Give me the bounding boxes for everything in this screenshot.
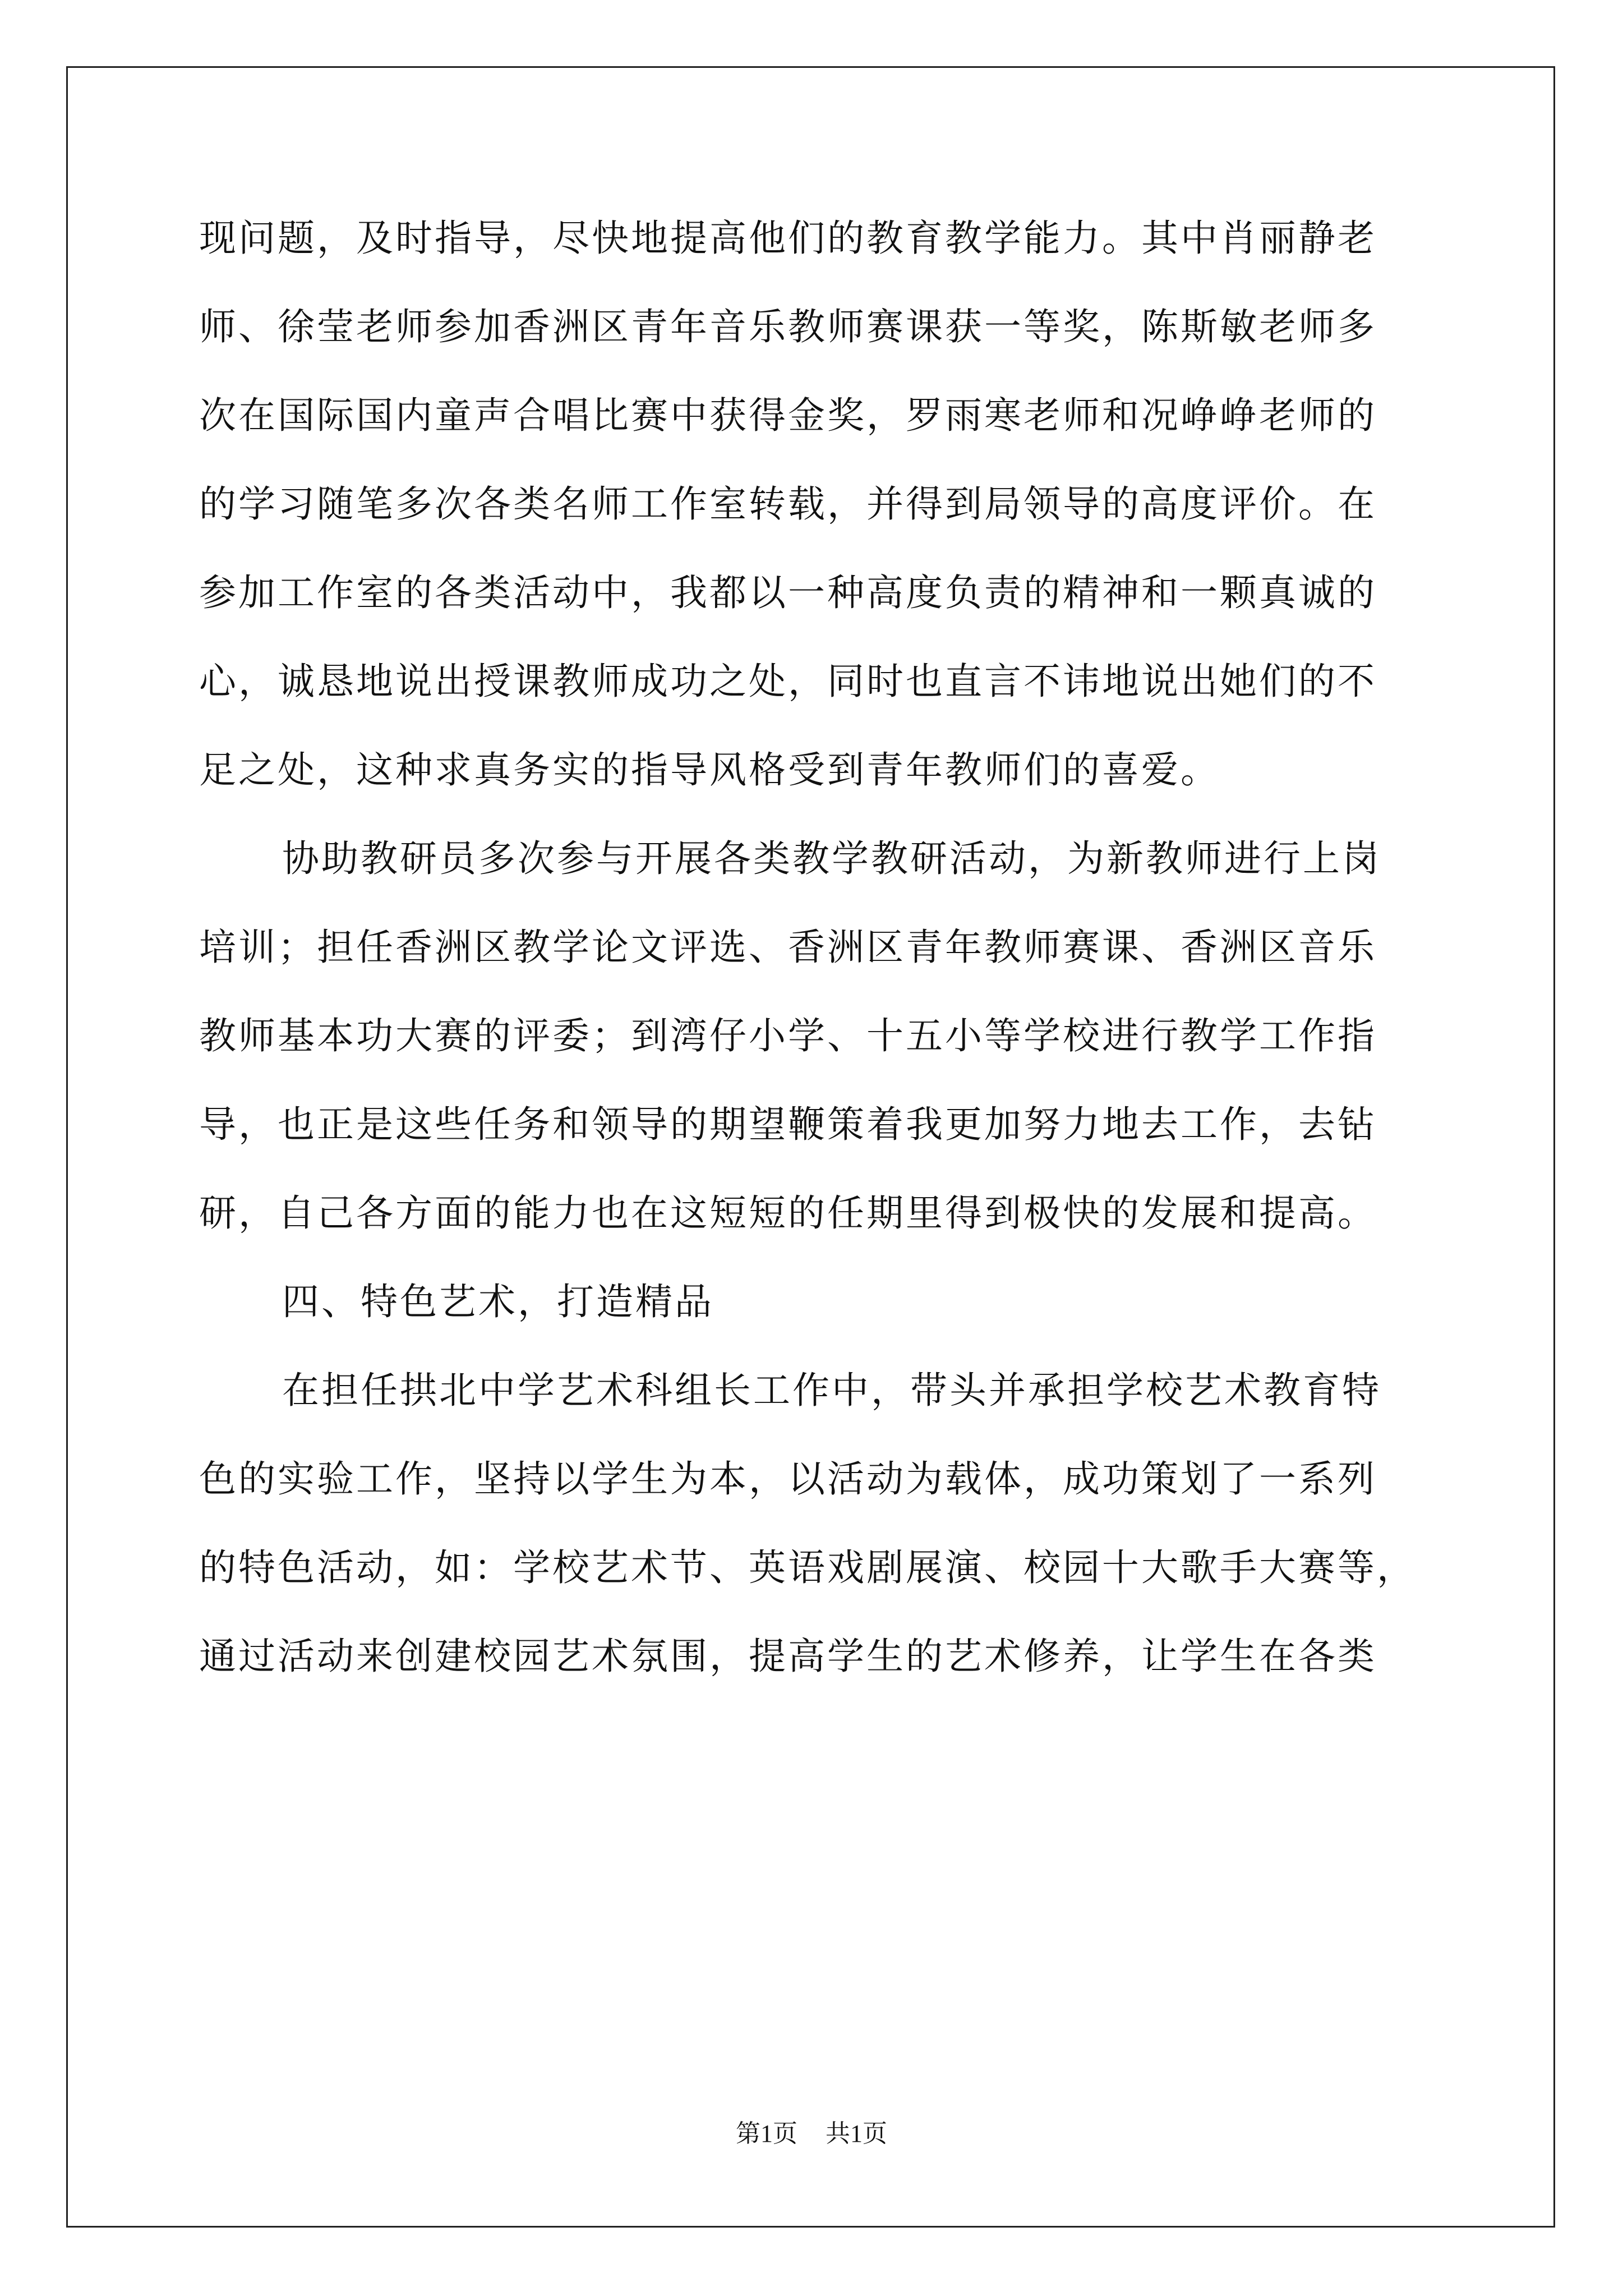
body-text-line: 导，也正是这些任务和领导的期望鞭策着我更加努力地去工作，去钻	[199, 1103, 1377, 1146]
page-number: 第1页	[736, 2120, 797, 2147]
body-text-line: 足之处，这种求真务实的指导风格受到青年教师们的喜爱。	[199, 748, 1220, 792]
section-heading: 四、特色艺术，打造精品	[282, 1280, 714, 1323]
body-text-line: 的学习随笔多次各类名师工作室转载，并得到局领导的高度评价。在	[199, 482, 1377, 526]
body-text-line: 通过活动来创建校园艺术氛围，提高学生的艺术修养，让学生在各类	[199, 1635, 1377, 1678]
body-text-line: 现问题，及时指导，尽快地提高他们的教育教学能力。其中肖丽静老	[199, 217, 1377, 260]
page-footer	[0, 2118, 1623, 2150]
body-text-line: 培训；担任香洲区教学论文评选、香洲区青年教师赛课、香洲区音乐	[199, 926, 1377, 969]
total-pages: 共1页	[826, 2120, 887, 2147]
body-text-line: 参加工作室的各类活动中，我都以一种高度负责的精神和一颗真诚的	[199, 571, 1377, 614]
body-text-line: 的特色活动，如：学校艺术节、英语戏剧展演、校园十大歌手大赛等，	[199, 1546, 1416, 1589]
body-text-line: 研，自己各方面的能力也在这短短的任期里得到极快的发展和提高。	[199, 1191, 1377, 1235]
body-text-line: 教师基本功大赛的评委；到湾仔小学、十五小等学校进行教学工作指	[199, 1014, 1377, 1057]
body-text-line: 色的实验工作，坚持以学生为本，以活动为载体，成功策划了一系列	[199, 1457, 1377, 1501]
body-text-line: 心，诚恳地说出授课教师成功之处，同时也直言不讳地说出她们的不	[199, 660, 1377, 703]
body-text-line: 师、徐莹老师参加香洲区青年音乐教师赛课获一等奖，陈斯敏老师多	[199, 305, 1377, 348]
paragraph-first-line: 在担任拱北中学艺术科组长工作中，带头并承担学校艺术教育特	[282, 1369, 1381, 1412]
paragraph-first-line: 协助教研员多次参与开展各类教学教研活动，为新教师进行上岗	[282, 837, 1381, 880]
body-text-line: 次在国际国内童声合唱比赛中获得金奖，罗雨寒老师和况峥峥老师的	[199, 394, 1377, 437]
